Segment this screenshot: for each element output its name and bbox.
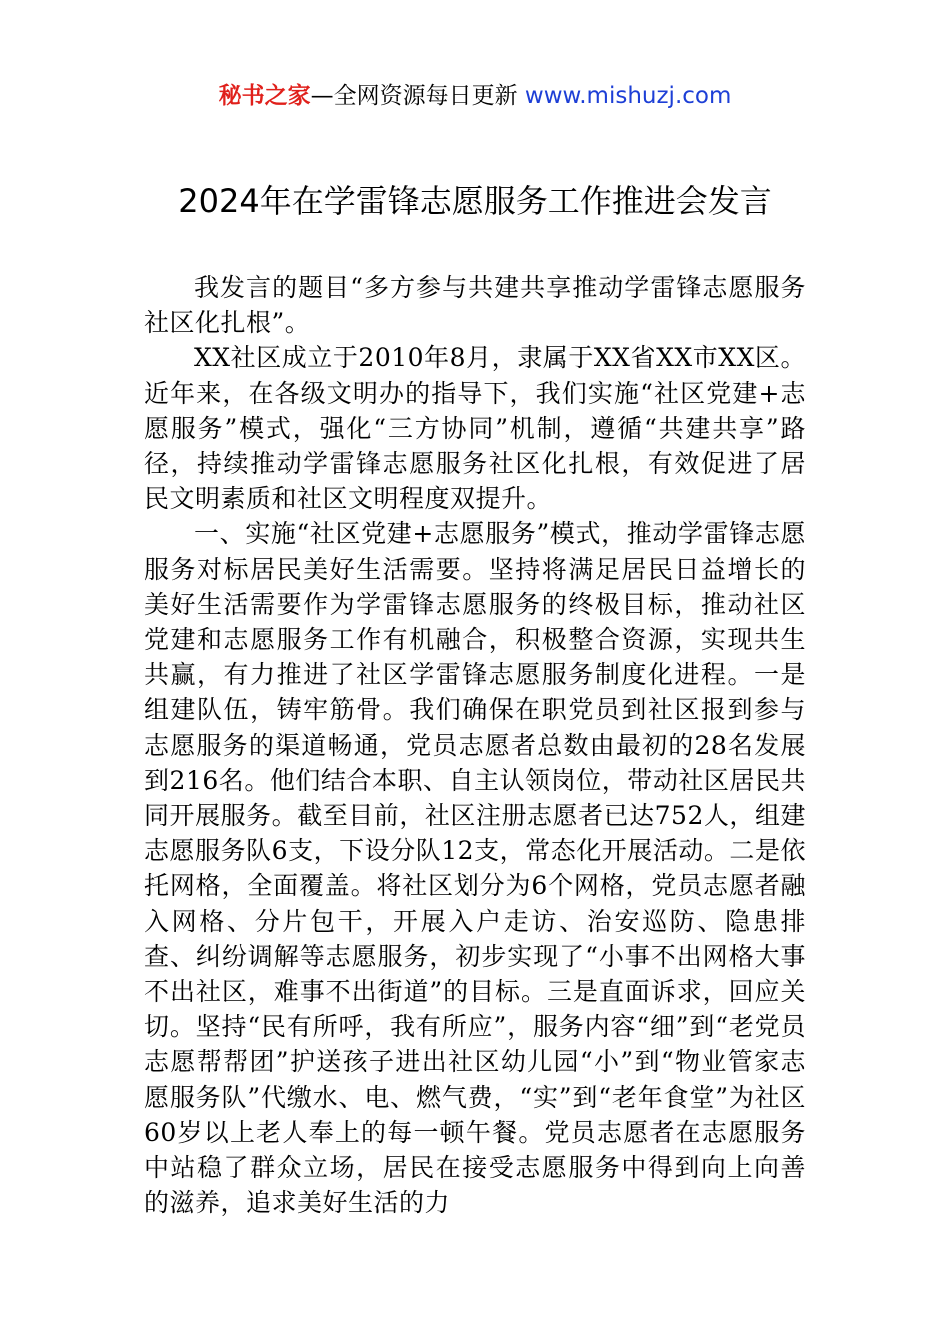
header-tagline: —全网资源每日更新 <box>310 83 525 109</box>
paragraph: 一、实施“社区党建+志愿服务”模式，推动学雷锋志愿服务对标居民美好生活需要。坚持将满足居民日益增长的美好生活需要作为学雷锋志愿服务的终极目标，推动社区党建和志愿服务工作有机融合，积极整合资源，实现共生共赢，有力推进了社区学雷锋志愿服务制度化进程。一是组建队伍，铸牢筋骨。我们确保在职党员到社区报到参与志愿服务的渠道畅通，党员志愿者总数由最初的28名发展到216名。他们结合本职、自主认领岗位，带动社区居民共同开展服务。截至目前，社区注册志愿者已达752人，组建志愿服务队6支，下设分队12支，常态化开展活动。二是依托网格，全面覆盖。将社区划分为6个网格，党员志愿者融入网格、分片包干，开展入户走访、治安巡防、隐患排查、纠纷调解等志愿服务，初步实现了“小事不出网格大事不出社区，难事不出街道”的目标。三是直面诉求，回应关切。坚持“民有所呼，我有所应”，服务内容“细”到“老党员志愿帮帮团”护送孩子进出社区幼儿园“小”到“物业管家志愿服务队”代缴水、电、燃气费，“实”到“老年食堂”为社区60岁以上老人奉上的每一顿午餐。党员志愿者在志愿服务中站稳了群众立场，居民在接受志愿服务中得到向上向善的滋养，追求美好生活的力 <box>144 519 806 1218</box>
site-header <box>0 80 950 112</box>
paragraph: XX社区成立于2010年8月，隶属于XX省XX市XX区。近年来，在各级文明办的指导下，我们实施“社区党建+志愿服务”模式，强化“三方协同”机制，遵循“共建共享”路径，持续推动学雷锋志愿服务社区化扎根，有效促进了居民文明素质和社区文明程度双提升。 <box>144 343 806 514</box>
site-url[interactable]: www.mishuzj.com <box>524 83 732 109</box>
document-body <box>144 270 806 1220</box>
document-title: 2024年在学雷锋志愿服务工作推进会发言 <box>178 182 772 220</box>
paragraph: 我发言的题目“多方参与共建共享推动学雷锋志愿服务社区化扎根”。 <box>144 273 806 338</box>
brand-name: 秘书之家 <box>218 83 311 109</box>
